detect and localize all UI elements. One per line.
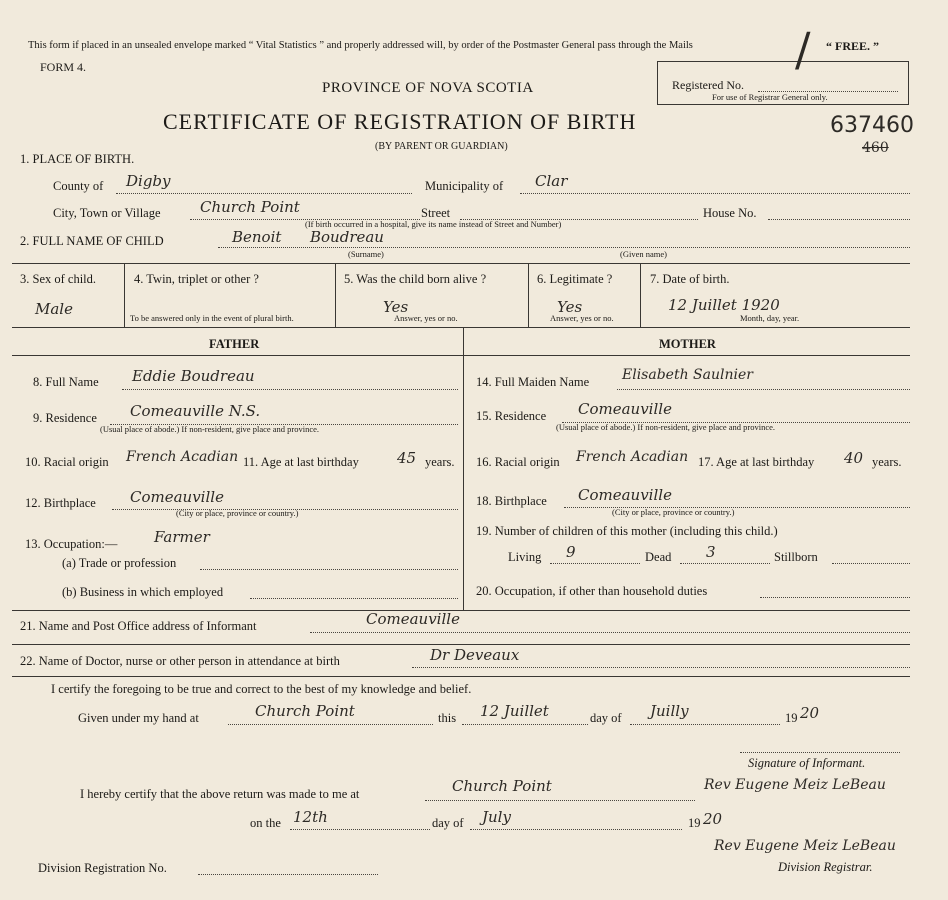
stillborn-line (832, 563, 910, 564)
county-value: Digby (126, 172, 171, 190)
informant-signature-caption: Signature of Informant. (748, 756, 866, 770)
division-registration-label: Division Registration No. (38, 861, 167, 875)
registered-note: For use of Registrar General only. (712, 92, 828, 102)
dead-line (680, 563, 770, 564)
business-label: (b) Business in which employed (62, 585, 224, 599)
doctor-value: Dr Deveaux (430, 646, 520, 664)
free-label: “ FREE. ” (826, 39, 880, 53)
city-value: Church Point (200, 198, 300, 216)
sex-label: 3. Sex of child. (20, 272, 97, 286)
given-name-note: (Given name) (620, 249, 667, 259)
legitimate-label: 6. Legitimate ? (537, 272, 613, 286)
father-heading: FATHER (209, 337, 260, 351)
trade-line (200, 569, 458, 570)
child-surname: Boudreau (310, 228, 384, 246)
mother-name-value: Elisabeth Saulnier (622, 367, 753, 383)
year2-prefix: 19 (688, 816, 701, 830)
legitimate-note: Answer, yes or no. (550, 313, 614, 323)
given-place-line (228, 724, 433, 725)
father-occupation-label: 13. Occupation:— (25, 537, 118, 551)
divider-twin (335, 263, 336, 327)
city-label: City, Town or Village (53, 206, 161, 220)
on-day-value: 12th (293, 808, 328, 826)
trade-label: (a) Trade or profession (62, 556, 177, 570)
child-name-line (218, 247, 910, 248)
registrar-signature: Rev Eugene Meiz LeBeau (714, 838, 896, 854)
this-day-line (462, 724, 588, 725)
alive-label: 5. Was the child born alive ? (344, 272, 487, 286)
mother-age-years: years. (872, 455, 902, 469)
informant-signature-line (740, 752, 900, 753)
municipality-line (520, 193, 910, 194)
legitimate-value: Yes (557, 298, 583, 316)
mother-birthplace-value: Comeauville (578, 486, 672, 504)
sex-value: Male (35, 300, 73, 318)
certificate-title: CERTIFICATE OF REGISTRATION OF BIRTH (163, 109, 637, 134)
registration-number: 637460 (830, 113, 914, 138)
return-made-label: I hereby certify that the above return was made to me at (80, 787, 360, 801)
alive-value: Yes (383, 298, 409, 316)
month-line (630, 724, 780, 725)
father-age-value: 45 (397, 449, 417, 467)
doctor-line (412, 667, 910, 668)
father-racial-value: French Acadian (126, 449, 239, 465)
informant-value: Comeauville (366, 610, 460, 628)
given-under-hand-label: Given under my hand at (78, 711, 199, 725)
business-line (250, 598, 458, 599)
twin-label: 4. Twin, triplet or other ? (134, 272, 259, 286)
mother-birthplace-label: 18. Birthplace (476, 494, 547, 508)
hospital-note: (If birth occurred in a hospital, give its name instead of Street and Number) (305, 219, 562, 229)
father-age-years: years. (425, 455, 455, 469)
mother-racial-value: French Acadian (576, 449, 689, 465)
return-place-line (425, 800, 695, 801)
mother-racial-label: 16. Racial origin (476, 455, 560, 469)
on-day-line (290, 829, 430, 830)
mailing-notice: This form if placed in an unsealed envelope marked “ Vital Statistics ” and properly addressed will, by order of the Postmaster General pass through the Mails (28, 40, 693, 51)
mother-heading: MOTHER (659, 337, 716, 351)
certificate-subtitle: (BY PARENT OR GUARDIAN) (375, 141, 508, 152)
division-registration-line (198, 874, 378, 875)
father-birthplace-note: (City or place, province or country.) (176, 508, 299, 518)
return-signature: Rev Eugene Meiz LeBeau (704, 777, 886, 793)
mother-age-label: 17. Age at last birthday (698, 455, 815, 469)
parents-divider (463, 327, 464, 610)
doctor-label: 22. Name of Doctor, nurse or other person in attendance at birth (20, 654, 340, 668)
surname-note: (Surname) (348, 249, 384, 259)
doctor-top-rule (12, 644, 910, 645)
father-name-label: 8. Full Name (33, 375, 99, 389)
municipality-label: Municipality of (425, 179, 504, 193)
house-line (768, 219, 910, 220)
living-value: 9 (566, 543, 576, 561)
row3-top-rule (12, 263, 910, 264)
divider-legit (640, 263, 641, 327)
month-value: Juilly (650, 702, 689, 720)
county-line (116, 193, 412, 194)
province-title: PROVINCE OF NOVA SCOTIA (322, 80, 534, 96)
child-name-label: 2. FULL NAME OF CHILD (20, 234, 164, 248)
mother-residence-note: (Usual place of abode.) If non-resident, give place and province. (556, 422, 776, 432)
mother-name-line (617, 389, 910, 390)
mother-birthplace-note: (City or place, province or country.) (612, 507, 735, 517)
dead-value: 3 (706, 543, 716, 561)
county-label: County of (53, 179, 104, 193)
check-mark: / (795, 22, 811, 76)
month2-value: July (482, 808, 511, 826)
date-of-birth-label: 7. Date of birth. (650, 272, 730, 286)
father-racial-label: 10. Racial origin (25, 455, 109, 469)
day-of-label: day of (590, 711, 622, 725)
registered-label: Registered No. (672, 78, 744, 92)
date-note: Month, day, year. (740, 313, 800, 323)
date-of-birth-value: 12 Juillet 1920 (668, 296, 780, 314)
child-given-name: Benoit (232, 228, 282, 246)
mother-occupation-line (760, 597, 910, 598)
living-line (550, 563, 640, 564)
mother-occupation-label: 20. Occupation, if other than household duties (476, 584, 708, 598)
children-count-label: 19. Number of children of this mother (including this child.) (476, 524, 778, 538)
certify-statement: I certify the foregoing to be true and correct to the best of my knowledge and belief. (51, 682, 472, 696)
mother-residence-label: 15. Residence (476, 409, 547, 423)
father-occupation-value: Farmer (154, 528, 210, 546)
this-day-value: 12 Juillet (480, 702, 549, 720)
parents-header-rule (12, 355, 910, 356)
year2-value: 20 (703, 810, 723, 828)
alive-note: Answer, yes or no. (394, 313, 458, 323)
mother-residence-value: Comeauville (578, 400, 672, 418)
father-name-line (122, 389, 458, 390)
year-value: 20 (800, 704, 820, 722)
this-label: this (438, 711, 457, 725)
stillborn-label: Stillborn (774, 550, 818, 564)
registrar-caption: Division Registrar. (778, 860, 873, 874)
informant-label: 21. Name and Post Office address of Informant (20, 619, 257, 633)
certify-top-rule (12, 676, 910, 677)
twin-note: To be answered only in the event of plural birth. (130, 313, 294, 323)
father-residence-value: Comeauville N.S. (130, 402, 261, 420)
place-of-birth-heading: 1. PLACE OF BIRTH. (20, 152, 135, 166)
given-place-value: Church Point (255, 702, 355, 720)
row3-bottom-rule (12, 327, 910, 328)
divider-alive (528, 263, 529, 327)
divider-sex (124, 263, 125, 327)
father-birthplace-value: Comeauville (130, 488, 224, 506)
living-label: Living (508, 550, 542, 564)
street-label: Street (421, 206, 451, 220)
father-age-label: 11. Age at last birthday (243, 455, 359, 469)
informant-top-rule (12, 610, 910, 611)
dead-label: Dead (645, 550, 672, 564)
father-residence-label: 9. Residence (33, 411, 97, 425)
month2-line (470, 829, 682, 830)
house-label: House No. (703, 206, 757, 220)
informant-line (310, 632, 910, 633)
struck-number: 460 (862, 140, 889, 156)
father-residence-note: (Usual place of abode.) If non-resident, give place and province. (100, 424, 320, 434)
form-number: FORM 4. (40, 60, 87, 74)
on-the-label: on the (250, 816, 281, 830)
father-birthplace-label: 12. Birthplace (25, 496, 96, 510)
father-name-value: Eddie Boudreau (132, 367, 255, 385)
day-of2-label: day of (432, 816, 464, 830)
mother-age-value: 40 (844, 449, 864, 467)
year-prefix: 19 (785, 711, 798, 725)
return-place-value: Church Point (452, 777, 552, 795)
mother-name-label: 14. Full Maiden Name (476, 375, 590, 389)
municipality-value: Clar (535, 172, 568, 190)
